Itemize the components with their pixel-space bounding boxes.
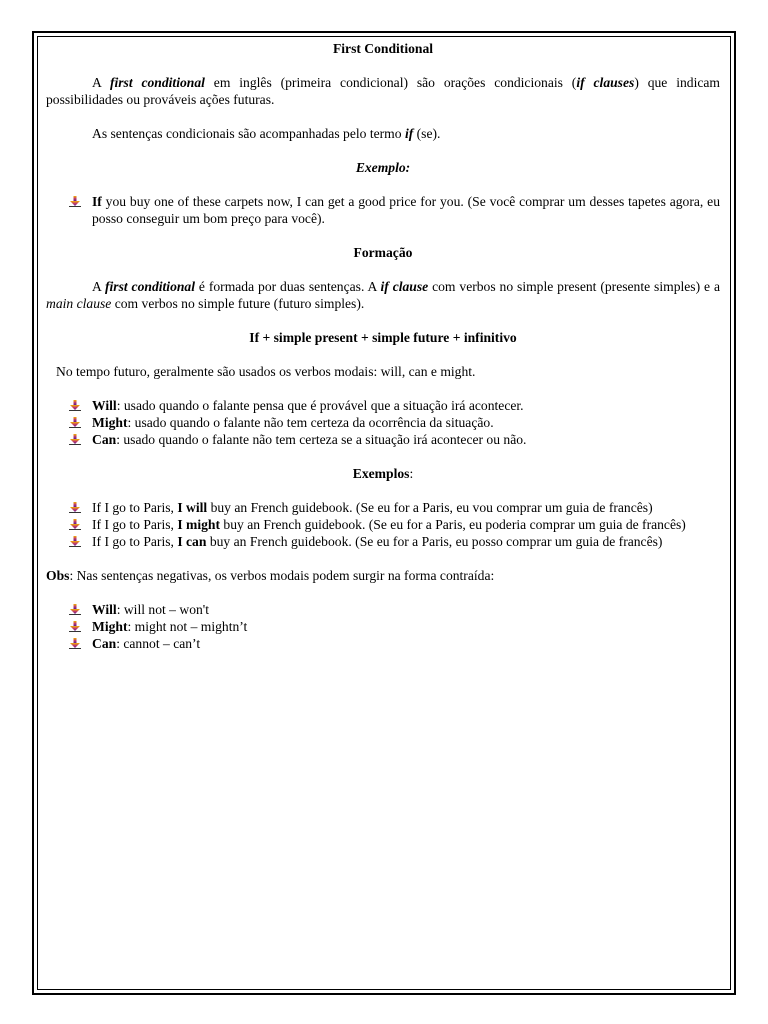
text-bold: Will [92,398,117,413]
text-run: : usado quando o falante não tem certeza da ocorrência da situação. [127,415,494,430]
arrow-bullet-icon [69,604,81,615]
text-run: If I go to Paris, [92,500,178,515]
exemplos-heading [46,465,720,482]
exemplos-list [46,499,720,550]
text-bold: If [92,194,102,209]
text-run: If I go to Paris, [92,534,178,549]
text-bold: Will [92,602,117,617]
term-if-clause: if clause [380,279,429,294]
text-run: buy an French guidebook. (Se eu for a Paris, eu posso comprar um guia de francês) [206,534,663,549]
text-run: (se). [413,126,441,141]
contractions-list [46,601,720,652]
if-paragraph [46,125,720,142]
text-bold: I can [177,534,207,549]
text-bold: Can [92,636,117,651]
text-run: é formada por duas sentenças. A [195,279,381,294]
text-run: com verbos no simple present (presente simples) e a [428,279,720,294]
text-run: ) que indicam possibilidades ou prováveis ações futuras. [46,75,720,107]
arrow-bullet-icon [69,196,81,207]
arrow-bullet-icon [69,638,81,649]
list-item [92,193,720,227]
formacao-paragraph [46,278,720,312]
text-run: A [92,75,110,90]
text-run: com verbos no simple future (futuro simples). [111,296,365,311]
arrow-bullet-icon [69,502,81,513]
text-bold: Obs [46,568,70,583]
text-run: you buy one of these carpets now, I can get a good price for you. (Se você comprar um desses tapetes agora, eu posso conseguir um bom preço para você). [92,194,720,226]
list-item [92,618,720,635]
formacao-heading: Formação [353,245,413,260]
text-bold: Can [92,432,117,447]
list-item [92,397,720,414]
text-run: buy an French guidebook. (Se eu for a Paris, eu vou comprar um guia de francês) [207,500,653,515]
term-if: if [404,126,414,141]
document-body [46,40,720,652]
text-run: : will not – won't [116,602,210,617]
arrow-bullet-icon [69,536,81,547]
arrow-bullet-icon [69,519,81,530]
exemplo-heading: Exemplo: [355,160,411,175]
text-bold: I might [177,517,221,532]
list-item [92,499,720,516]
text-bold: Might [92,619,128,634]
text-run: : Nas sentenças negativas, os verbos modais podem surgir na forma contraída: [69,568,495,583]
formula-heading: If + simple present + simple future + infinitivo [249,330,517,345]
list-item [92,533,720,550]
list-item [92,431,720,448]
text-bold: Exemplos [352,466,410,481]
arrow-bullet-icon [69,621,81,632]
text-run: : [409,466,414,481]
text-run: A [92,279,105,294]
arrow-bullet-icon [69,417,81,428]
intro-paragraph [46,74,720,108]
list-item [92,516,720,533]
text-run: buy an French guidebook. (Se eu for a Paris, eu poderia comprar um guia de francês) [220,517,686,532]
term-main-clause: main clause [46,296,112,311]
text-run: If I go to Paris, [92,517,178,532]
text-run: : cannot – can’t [116,636,201,651]
text-run: : usado quando o falante pensa que é provável que a situação irá acontecer. [116,398,524,413]
exemplo-list [46,193,720,227]
text-run: : might not – mightn’t [127,619,248,634]
text-bold: I will [177,500,208,515]
text-run: As sentenças condicionais são acompanhadas pelo termo [92,126,405,141]
text-bold: Might [92,415,128,430]
modals-intro: No tempo futuro, geralmente são usados os verbos modais: will, can e might. [56,364,476,379]
modals-list [46,397,720,448]
text-run: : usado quando o falante não tem certeza se a situação irá acontecer ou não. [116,432,527,447]
term-first-conditional: first conditional [104,279,195,294]
list-item [92,601,720,618]
term-if-clauses: if clauses [576,75,635,90]
arrow-bullet-icon [69,400,81,411]
text-run: em inglês (primeira condicional) são orações condicionais ( [204,75,577,90]
term-first-conditional: first conditional [109,75,205,90]
list-item [92,414,720,431]
list-item [92,635,720,652]
arrow-bullet-icon [69,434,81,445]
obs-paragraph [46,567,720,584]
page-title: First Conditional [332,41,434,56]
